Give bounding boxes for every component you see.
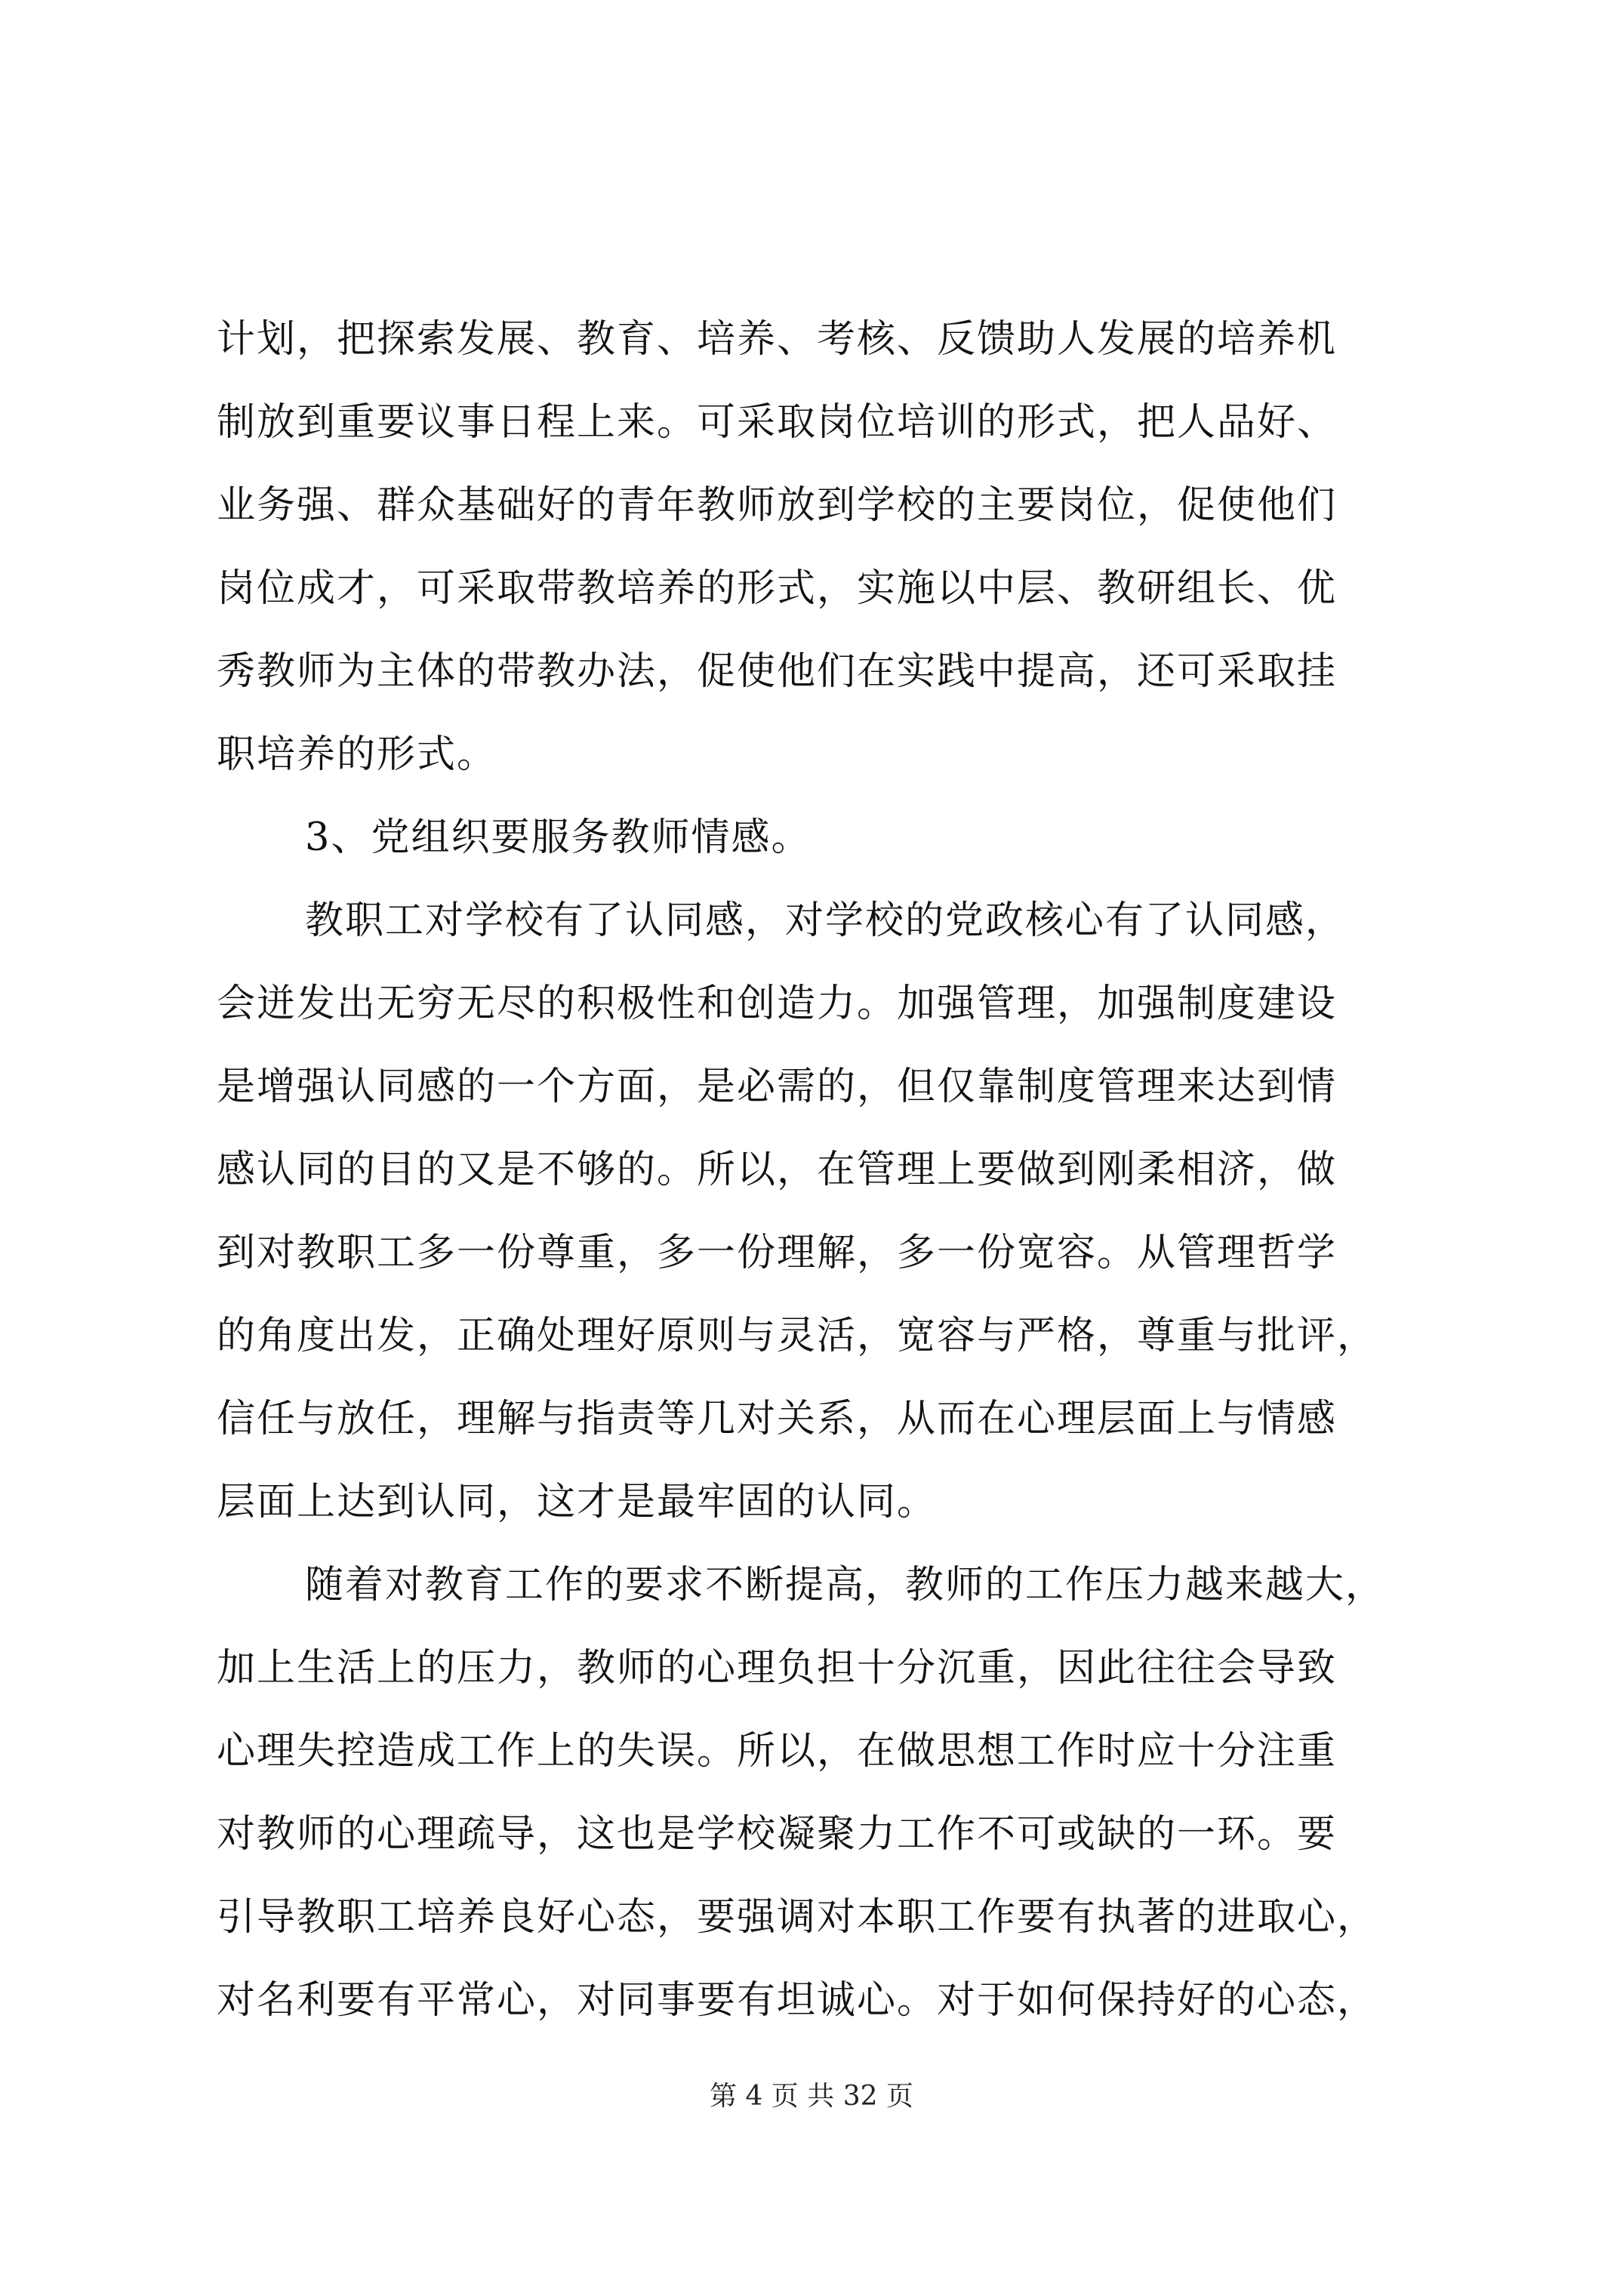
text-line: 层面上达到认同，这才是最牢固的认同。 xyxy=(217,1480,938,1524)
text-line: 计划，把探索发展、教育、培养、考核、反馈助人发展的培养机 xyxy=(217,317,1338,362)
text-line: 会迸发出无穷无尽的积极性和创造力。加强管理，加强制度建设 xyxy=(217,982,1338,1026)
text-line: 心理失控造成工作上的失误。所以，在做思想工作时应十分注重 xyxy=(217,1729,1338,1774)
section-heading: 3、党组织要服务教师情感。 xyxy=(305,815,812,860)
text-line: 职培养的形式。 xyxy=(217,732,497,777)
text-line: 岗位成才，可采取带教培养的形式，实施以中层、教研组长、优 xyxy=(217,566,1338,611)
text-line: 是增强认同感的一个方面，是必需的，但仅靠制度管理来达到情 xyxy=(217,1065,1338,1109)
text-line: 到对教职工多一份尊重，多一份理解，多一份宽容。从管理哲学 xyxy=(217,1231,1338,1275)
text-line: 对教师的心理疏导，这也是学校凝聚力工作不可或缺的一环。要 xyxy=(217,1812,1338,1857)
text-line: 信任与放任，理解与指责等几对关系，从而在心理层面上与情感 xyxy=(217,1397,1338,1441)
paragraph-first-line: 随着对教育工作的要求不断提高，教师的工作压力越来越大， xyxy=(305,1563,1386,1607)
text-line: 引导教职工培养良好心态，要强调对本职工作要有执著的进取心， xyxy=(217,1895,1378,1940)
paragraph-first-line: 教职工对学校有了认同感，对学校的党政核心有了认同感， xyxy=(305,898,1346,943)
text-line: 制放到重要议事日程上来。可采取岗位培训的形式，把人品好、 xyxy=(217,400,1338,445)
text-line: 业务强、群众基础好的青年教师放到学校的主要岗位，促使他们 xyxy=(217,483,1338,528)
text-line: 秀教师为主体的带教办法，促使他们在实践中提高，还可采取挂 xyxy=(217,649,1338,694)
page-number-footer: 第 4 页 共 32 页 xyxy=(710,2081,913,2112)
text-line: 的角度出发，正确处理好原则与灵活，宽容与严格，尊重与批评， xyxy=(217,1314,1378,1358)
text-line: 加上生活上的压力，教师的心理负担十分沉重，因此往往会导致 xyxy=(217,1646,1338,1690)
text-line: 感认同的目的又是不够的。所以，在管理上要做到刚柔相济，做 xyxy=(217,1148,1338,1192)
text-line: 对名利要有平常心，对同事要有坦诚心。对于如何保持好的心态， xyxy=(217,1978,1378,2023)
